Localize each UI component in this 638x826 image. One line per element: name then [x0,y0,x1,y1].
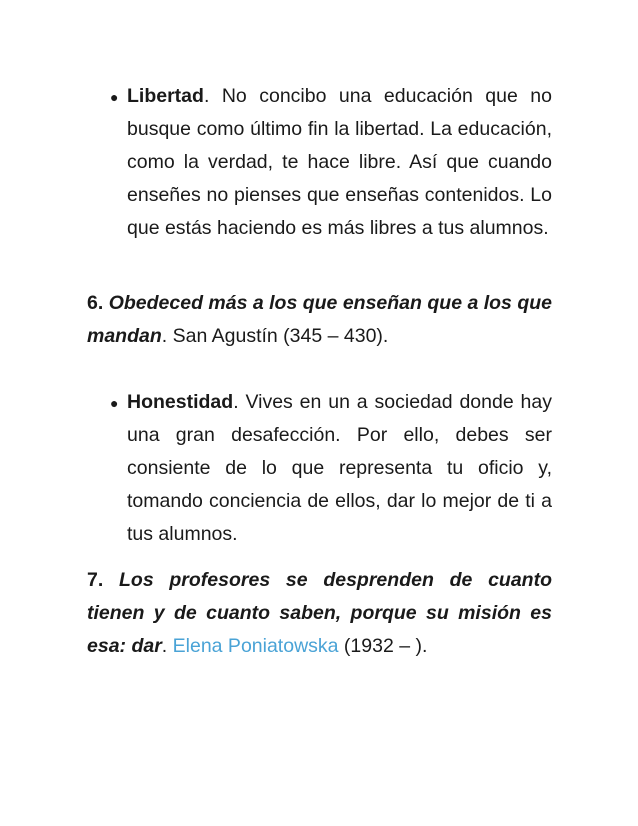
bullet-icon: ● [110,89,119,105]
author-link[interactable]: Elena Poniatowska [172,635,339,657]
quote-number: 7. [87,569,104,591]
quote-text: Los profesores se desprenden de cuanto tienen y de cuanto saben, porque su misión es esa: dar [87,569,552,657]
bullet-paragraph [127,386,552,551]
quote-separator: . [161,635,173,657]
bullet-body: . No concibo una educación que no busque como último fin la libertad. La educación, como la verdad, te hace libre. Así que cuando enseñes no pienses que enseñas contenidos. Lo que estás haciendo es más libres a tus alumnos. [127,85,552,239]
bullet-icon: ● [110,395,119,411]
quote-author: . San Agustín (345 – 430). [161,325,389,347]
quote-dates: (1932 – ). [338,635,428,657]
quote-6 [87,287,552,353]
bullet-item-libertad [96,80,552,245]
bullet-item-honestidad [96,386,552,551]
quote-text: Obedeced más a los que enseñan que a los que mandan [87,292,552,347]
bullet-term: Libertad [127,85,204,107]
bullet-term: Honestidad [127,391,234,413]
quote-number: 6. [87,292,104,314]
bullet-body: . Vives en un a sociedad donde hay una gran desafección. Por ello, debes ser consiente de lo que representa tu oficio y, tomando conciencia de ellos, dar lo mejor de ti a tus alumnos. [127,391,552,545]
quote-7 [87,564,552,663]
bullet-paragraph [127,80,552,245]
